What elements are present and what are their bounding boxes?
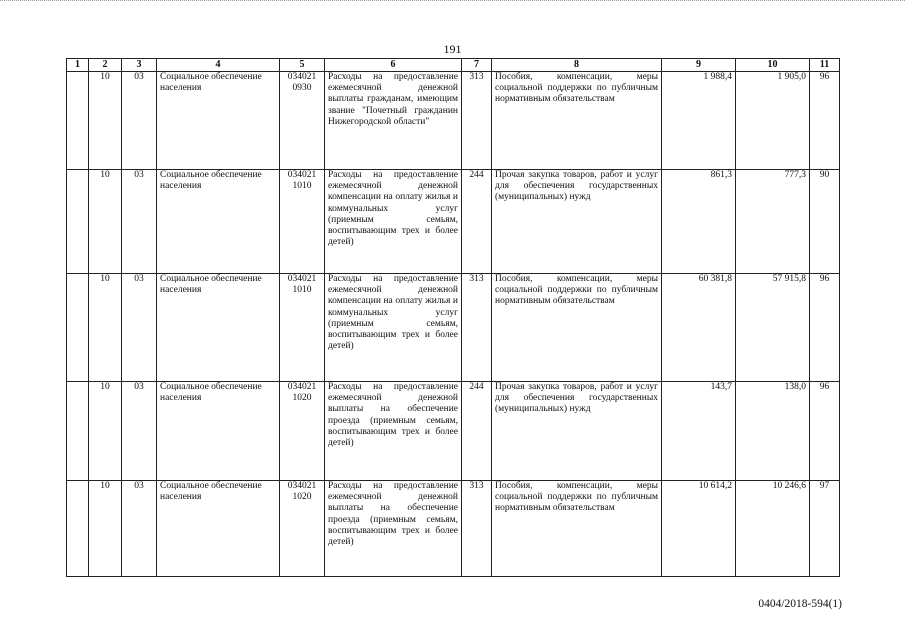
cell-actual-amount: 10 246,6 — [736, 481, 810, 577]
cell-plan-amount: 143,7 — [662, 382, 736, 481]
cell-expense-type-name: Пособия, компенсации, меры социальной поддержки по публичным нормативным обязательствам — [492, 481, 662, 577]
cell-subsection: 03 — [122, 274, 157, 382]
cell-section-name: Социальное обеспечение населения — [157, 72, 280, 170]
cell-expense-type-name: Пособия, компенсации, меры социальной поддержки по публичным нормативным обязательствам — [492, 274, 662, 382]
cell-target-code — [280, 170, 325, 274]
col-header-4: 4 — [157, 59, 280, 72]
target-code-part2: 1010 — [292, 181, 312, 192]
cell-percent: 96 — [810, 72, 840, 170]
budget-table — [66, 58, 840, 577]
cell-expense-type: 313 — [462, 274, 492, 382]
target-code-part1: 034021 — [287, 382, 317, 392]
col-header-5: 5 — [280, 59, 325, 72]
cell-col1 — [67, 170, 89, 274]
cell-target-code — [280, 481, 325, 577]
cell-target-code — [280, 72, 325, 170]
col-header-2: 2 — [89, 59, 122, 72]
col-header-9: 9 — [662, 59, 736, 72]
cell-target-name: Расходы на предоставление ежемесячной денежной компенсации на оплату жилья и коммунальных услуг (приемным семьям, воспитывающим трех и более детей) — [325, 274, 462, 382]
cell-col1 — [67, 274, 89, 382]
cell-actual-amount: 1 905,0 — [736, 72, 810, 170]
cell-expense-type-name: Пособия, компенсации, меры социальной поддержки по публичным нормативным обязательствам — [492, 72, 662, 170]
cell-section-name: Социальное обеспечение населения — [157, 170, 280, 274]
cell-plan-amount: 10 614,2 — [662, 481, 736, 577]
cell-subsection: 03 — [122, 481, 157, 577]
target-code-part1: 034021 — [287, 481, 317, 491]
cell-percent: 96 — [810, 382, 840, 481]
table-row — [67, 274, 840, 382]
document-code: 0404/2018-594(1) — [758, 598, 842, 610]
cell-plan-amount: 1 988,4 — [662, 72, 736, 170]
cell-actual-amount: 138,0 — [736, 382, 810, 481]
cell-percent: 90 — [810, 170, 840, 274]
cell-actual-amount: 57 915,8 — [736, 274, 810, 382]
cell-plan-amount: 861,3 — [662, 170, 736, 274]
table-row — [67, 382, 840, 481]
cell-target-name: Расходы на предоставление ежемесячной денежной компенсации на оплату жилья и коммунальных услуг (приемным семьям, воспитывающим трех и более детей) — [325, 170, 462, 274]
col-header-6: 6 — [325, 59, 462, 72]
cell-expense-type-name: Прочая закупка товаров, работ и услуг для обеспечения государственных (муниципальных) нужд — [492, 382, 662, 481]
col-header-11: 11 — [810, 59, 840, 72]
table-row — [67, 72, 840, 170]
cell-section: 10 — [89, 170, 122, 274]
header-row — [67, 59, 840, 72]
target-code-part1: 034021 — [287, 72, 317, 82]
col-header-8: 8 — [492, 59, 662, 72]
cell-expense-type: 313 — [462, 481, 492, 577]
cell-subsection: 03 — [122, 72, 157, 170]
cell-section: 10 — [89, 481, 122, 577]
table-row — [67, 481, 840, 577]
col-header-1: 1 — [67, 59, 89, 72]
cell-section-name: Социальное обеспечение населения — [157, 274, 280, 382]
col-header-10: 10 — [736, 59, 810, 72]
cell-target-name: Расходы на предоставление ежемесячной денежной выплаты на обеспечение проезда (приемным семьям, воспитывающим трех и более детей) — [325, 382, 462, 481]
cell-plan-amount: 60 381,8 — [662, 274, 736, 382]
target-code-part2: 1010 — [292, 285, 312, 296]
cell-section-name: Социальное обеспечение населения — [157, 481, 280, 577]
page-top-border — [0, 0, 905, 6]
page-number: 191 — [443, 42, 462, 56]
cell-section: 10 — [89, 382, 122, 481]
cell-actual-amount: 777,3 — [736, 170, 810, 274]
cell-expense-type: 244 — [462, 382, 492, 481]
cell-expense-type-name: Прочая закупка товаров, работ и услуг для обеспечения государственных (муниципальных) нужд — [492, 170, 662, 274]
col-header-7: 7 — [462, 59, 492, 72]
cell-col1 — [67, 72, 89, 170]
cell-target-code — [280, 382, 325, 481]
cell-target-name: Расходы на предоставление ежемесячной денежной выплаты гражданам, имеющим звание "Почетный гражданин Нижегородской области" — [325, 72, 462, 170]
cell-expense-type: 244 — [462, 170, 492, 274]
target-code-part1: 034021 — [287, 274, 317, 284]
target-code-part2: 0930 — [292, 83, 312, 94]
cell-subsection: 03 — [122, 170, 157, 274]
cell-col1 — [67, 481, 89, 577]
cell-col1 — [67, 382, 89, 481]
target-code-part1: 034021 — [287, 170, 317, 180]
target-code-part2: 1020 — [292, 492, 312, 503]
cell-section: 10 — [89, 274, 122, 382]
cell-percent: 96 — [810, 274, 840, 382]
cell-expense-type: 313 — [462, 72, 492, 170]
cell-subsection: 03 — [122, 382, 157, 481]
target-code-part2: 1020 — [292, 393, 312, 404]
cell-percent: 97 — [810, 481, 840, 577]
cell-section: 10 — [89, 72, 122, 170]
cell-target-code — [280, 274, 325, 382]
cell-target-name: Расходы на предоставление ежемесячной денежной выплаты на обеспечение проезда (приемным семьям, воспитывающим трех и более детей) — [325, 481, 462, 577]
col-header-3: 3 — [122, 59, 157, 72]
table-row — [67, 170, 840, 274]
cell-section-name: Социальное обеспечение населения — [157, 382, 280, 481]
